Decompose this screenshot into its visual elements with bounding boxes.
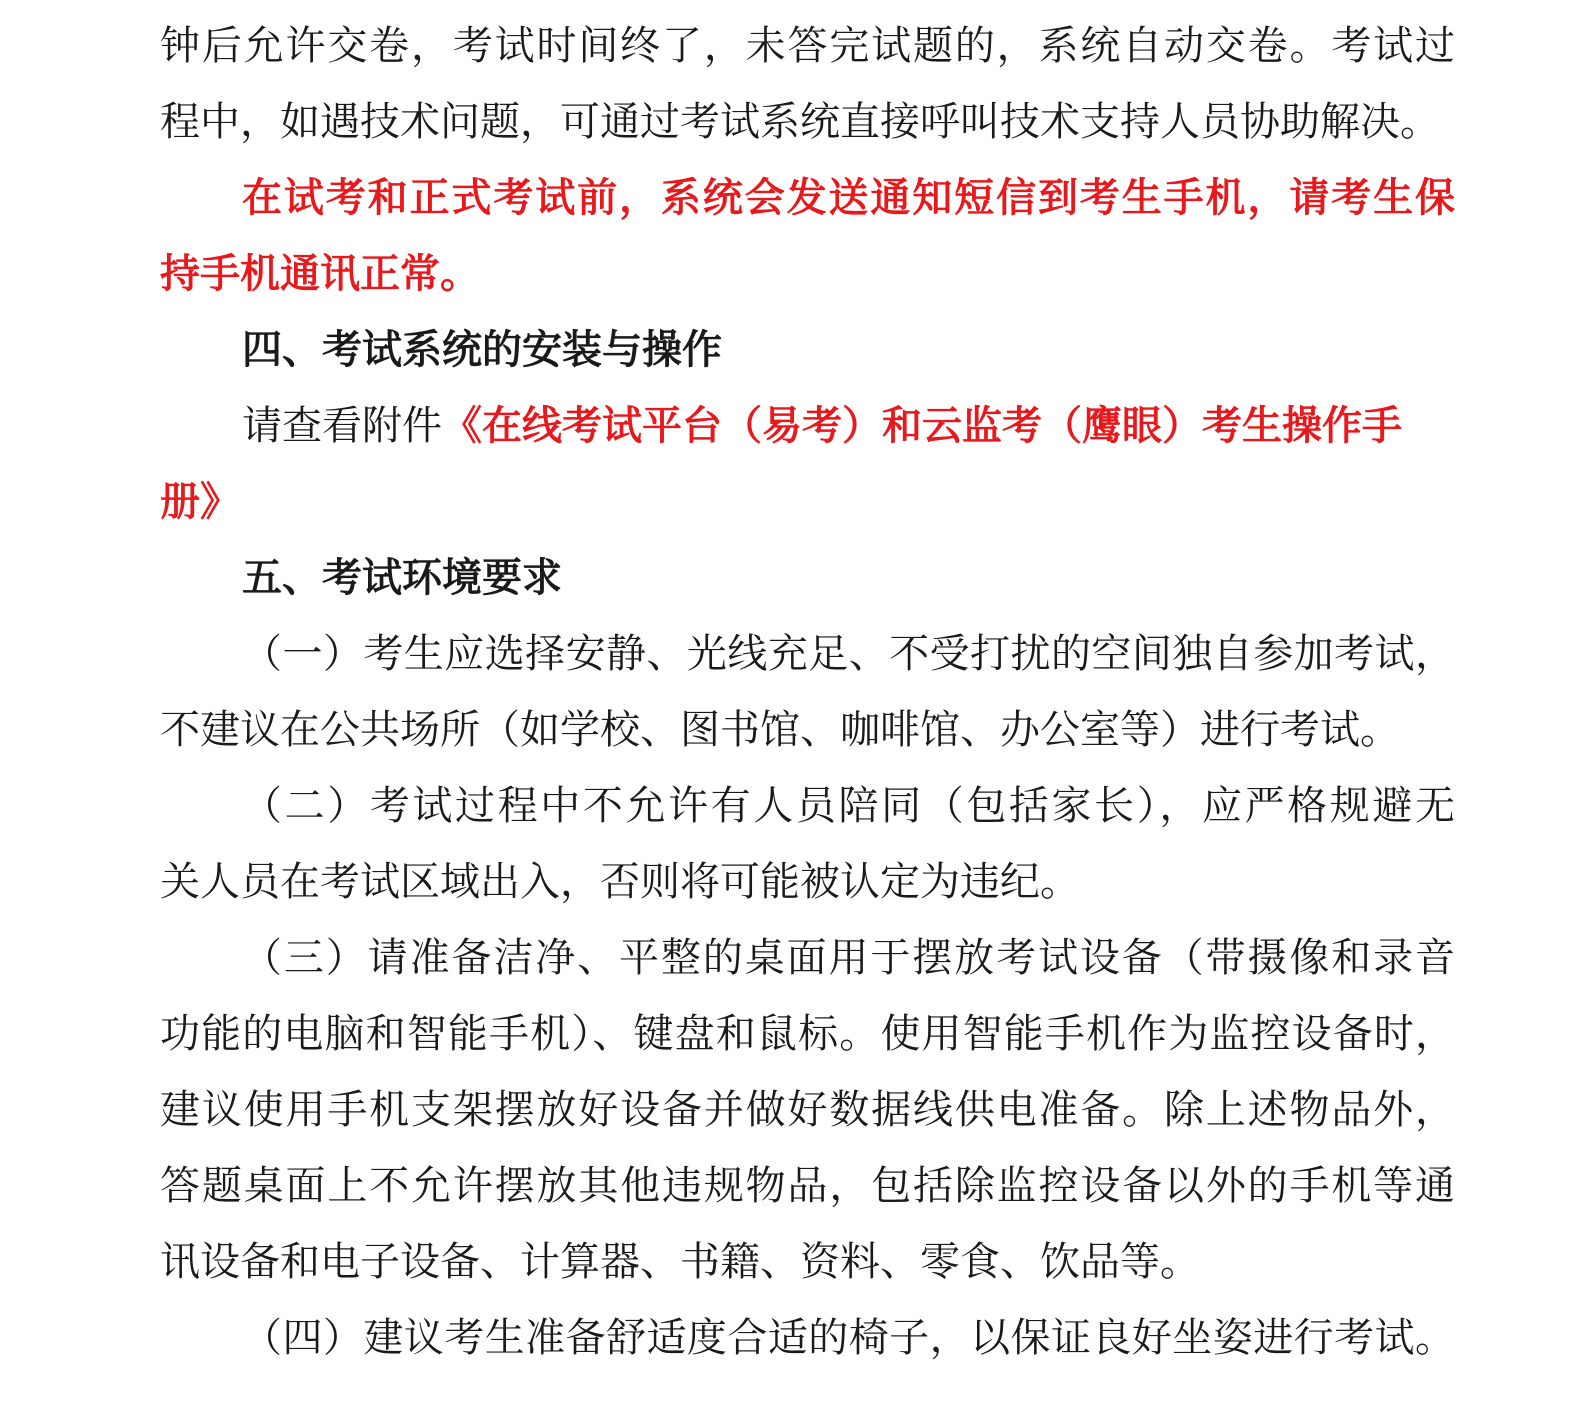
section-heading-5: 五、考试环境要求 — [242, 555, 562, 601]
attachment-reference-line — [242, 396, 1455, 456]
requirement-3-line-4: 答题桌面上不允许摆放其他违规物品，包括除监控设备以外的手机等通 — [160, 1163, 1455, 1209]
requirement-3-line-1: （三）请准备洁净、平整的桌面用于摆放考试设备（带摄像和录音 — [242, 935, 1455, 981]
notice-sms-line-1: 在试考和正式考试前，系统会发送通知短信到考生手机，请考生保 — [242, 174, 1455, 221]
requirement-1-line-1: （一）考生应选择安静、光线充足、不受打扰的空间独自参加考试， — [242, 631, 1455, 677]
requirement-3-line-3: 建议使用手机支架摆放好设备并做好数据线供电准备。除上述物品外， — [160, 1087, 1455, 1133]
requirement-2-line-1: （二）考试过程中不允许有人员陪同（包括家长），应严格规避无 — [242, 783, 1455, 829]
paragraph-line-2: 程中，如遇技术问题，可通过考试系统直接呼叫技术支持人员协助解决。 — [160, 99, 1440, 145]
requirement-2-line-2: 关人员在考试区域出入，否则将可能被认定为违纪。 — [160, 859, 1080, 905]
attachment-manual-title-end: 册》 — [160, 478, 240, 525]
section-heading-4: 四、考试系统的安装与操作 — [242, 327, 722, 373]
requirement-3-line-2: 功能的电脑和智能手机）、键盘和鼠标。使用智能手机作为监控设备时， — [160, 1011, 1455, 1057]
requirement-1-line-2: 不建议在公共场所（如学校、图书馆、咖啡馆、办公室等）进行考试。 — [160, 707, 1400, 753]
notice-sms-line-2: 持手机通讯正常。 — [160, 250, 480, 297]
attachment-intro-text: 请查看附件 — [242, 403, 442, 449]
paragraph-line-1: 钟后允许交卷，考试时间终了，未答完试题的，系统自动交卷。考试过 — [160, 23, 1455, 69]
attachment-manual-title: 《在线考试平台（易考）和云监考（鹰眼）考生操作手 — [442, 402, 1402, 449]
requirement-4-line-1: （四）建议考生准备舒适度合适的椅子，以保证良好坐姿进行考试。 — [242, 1315, 1455, 1361]
requirement-3-line-5: 讯设备和电子设备、计算器、书籍、资料、零食、饮品等。 — [160, 1239, 1200, 1285]
